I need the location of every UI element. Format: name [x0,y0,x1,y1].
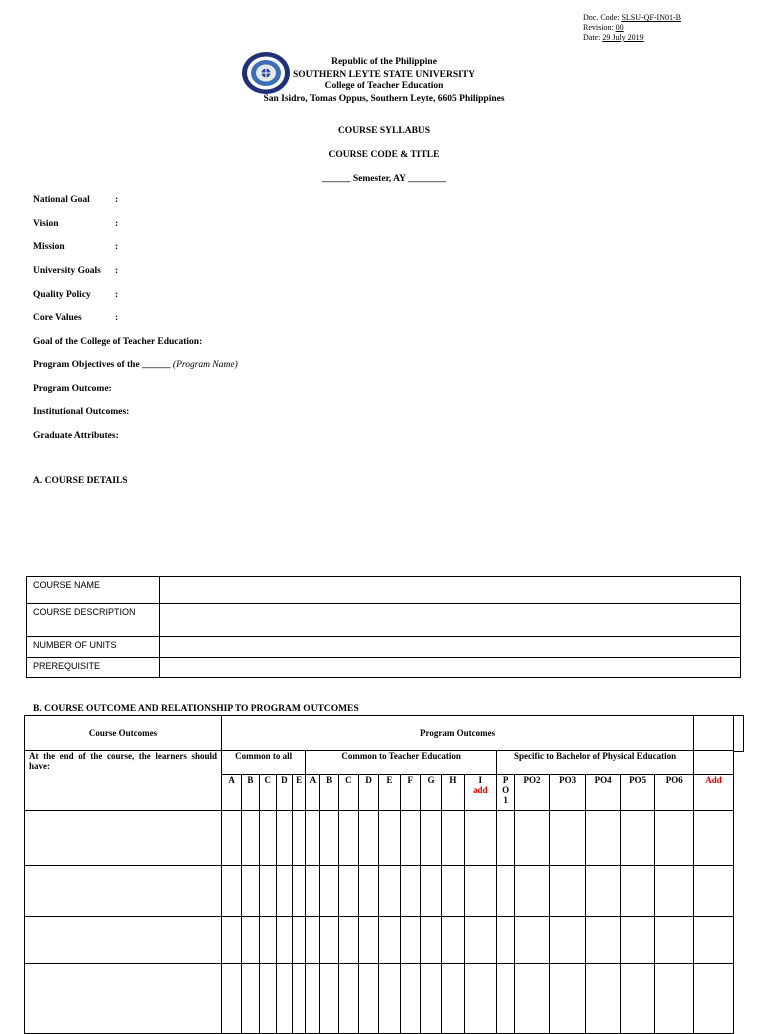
outcome-cell[interactable] [25,964,222,1034]
col-te-a: A [306,775,320,811]
institutional-outcomes-label: Institutional Outcomes: [33,407,130,417]
doc-code-label: Doc. Code: [583,13,620,22]
course-description-label: COURSE DESCRIPTION [27,604,160,637]
col-all-b: B [242,775,259,811]
col-po6: PO6 [655,775,694,811]
field-label: Vision [33,219,59,229]
common-to-all-header: Common to all [222,751,306,775]
field-colon: : [115,242,119,252]
empty-header-cell [694,716,734,751]
section-a-title: A. COURSE DETAILS [33,476,128,486]
field-label: Quality Policy [33,290,91,300]
col-te-h: H [442,775,464,811]
col-te-f: F [400,775,420,811]
specific-bpe-header: Specific to Bachelor of Physical Education [497,751,694,775]
program-outcome-label: Program Outcome: [33,384,112,394]
table-row [27,658,741,678]
col-te-g: G [420,775,441,811]
revision-label: Revision: [583,23,614,32]
field-label: Core Values [33,313,82,323]
table-row [25,751,734,775]
course-name-label: COURSE NAME [27,577,160,604]
outcome-row [25,866,734,917]
field-label: University Goals [33,266,101,276]
add-column-button[interactable]: Add [694,775,734,811]
empty-header-cell [694,751,734,775]
col-te-c: C [338,775,358,811]
col-te-e: E [379,775,400,811]
section-b-title: B. COURSE OUTCOME AND RELATIONSHIP TO PROGRAM OUTCOMES [33,704,359,714]
field-colon: : [115,195,119,205]
col-po3: PO3 [549,775,586,811]
add-link-small[interactable]: add [473,785,488,795]
field-colon: : [115,266,119,276]
table-row [27,604,741,637]
outcome-cell[interactable] [25,917,222,964]
col-po4: PO4 [586,775,621,811]
goal-cte-label: Goal of the College of Teacher Education: [33,337,203,347]
program-objectives-text: Program Objectives of the ______ [33,360,171,370]
doc-code-block [583,13,681,43]
program-objectives-label [33,360,238,370]
table-row [25,716,734,751]
number-of-units-cell[interactable] [160,637,741,658]
field-colon: : [115,290,119,300]
header-address: San Isidro, Tomas Oppus, Southern Leyte, 6605 Philippines [263,94,505,104]
revision-value: 00 [615,23,624,32]
col-all-c: C [259,775,276,811]
col-te-d: D [359,775,379,811]
col-po1: P O 1 [497,775,515,811]
program-name-placeholder: (Program Name) [172,360,238,370]
col-all-d: D [276,775,292,811]
col-po2: PO2 [515,775,550,811]
field-label: Mission [33,242,65,252]
semester-line: ______ Semester, AY ________ [321,174,447,184]
outcome-row [25,811,734,866]
prerequisite-cell[interactable] [160,658,741,678]
table-row [27,577,741,604]
header-college: College of Teacher Education [324,81,444,91]
doc-code-value: SLSU-QF-IN01-B [621,13,681,22]
course-description-cell[interactable] [160,604,741,637]
program-outcomes-header: Program Outcomes [222,716,694,751]
col-all-a: A [222,775,242,811]
outcome-cell[interactable] [25,811,222,866]
col-te-i-label: I [478,775,483,785]
prerequisite-label: PREREQUISITE [27,658,160,678]
field-colon: : [115,313,119,323]
field-label: National Goal [33,195,90,205]
date-value: 29 July 2019 [602,33,644,42]
common-to-te-header: Common to Teacher Education [306,751,497,775]
learners-statement: At the end of the course, the learners should have: [25,751,222,811]
course-outcomes-header: Course Outcomes [25,716,222,751]
course-details-table [26,576,741,678]
header-line-republic: Republic of the Philippine [331,57,437,67]
col-te-i [464,775,496,811]
course-code-title: COURSE CODE & TITLE [328,150,440,160]
outcome-row [25,917,734,964]
outcome-row [25,964,734,1034]
col-all-e: E [293,775,306,811]
graduate-attributes-label: Graduate Attributes: [33,431,119,441]
outcome-cell[interactable] [25,866,222,917]
course-syllabus-title: COURSE SYLLABUS [337,126,431,136]
course-name-cell[interactable] [160,577,741,604]
field-colon: : [115,219,119,229]
col-po5: PO5 [620,775,655,811]
header-extra-box [733,715,744,752]
date-label: Date: [583,33,601,42]
outcomes-table [24,715,734,1034]
header-university: SOUTHERN LEYTE STATE UNIVERSITY [292,70,476,80]
table-row [27,637,741,658]
number-of-units-label: NUMBER OF UNITS [27,637,160,658]
col-te-b: B [320,775,338,811]
